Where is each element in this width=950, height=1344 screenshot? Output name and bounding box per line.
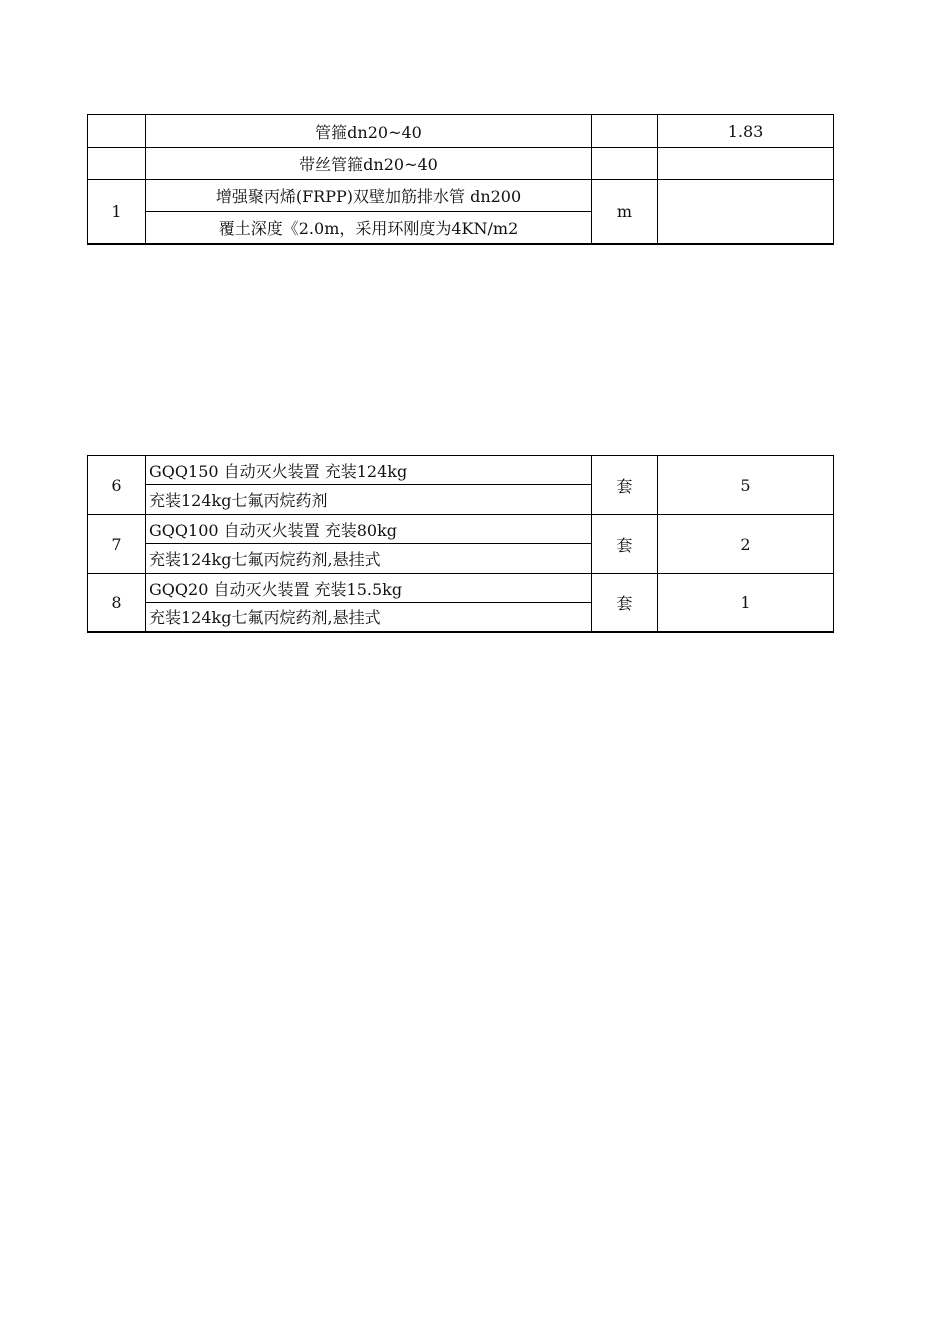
item-no (88, 148, 146, 180)
item-qty: 1.83 (658, 115, 834, 148)
item-qty: 5 (658, 456, 834, 515)
item-qty: 1 (658, 574, 834, 632)
item-unit (592, 115, 658, 148)
item-desc: 管箍dn20~40 (146, 115, 592, 148)
item-qty: 2 (658, 515, 834, 574)
pipe-items-table (87, 114, 834, 245)
item-no: 8 (88, 574, 146, 632)
table-row (88, 515, 834, 544)
item-desc: GQQ100 自动灭火装置 充装80kg (146, 515, 592, 544)
item-desc: GQQ20 自动灭火装置 充装15.5kg (146, 574, 592, 603)
item-desc: 增强聚丙烯(FRPP)双壁加筋排水管 dn200 (146, 180, 592, 212)
item-desc: GQQ150 自动灭火装置 充装124kg (146, 456, 592, 485)
item-unit: 套 (592, 456, 658, 515)
item-unit: 套 (592, 574, 658, 632)
item-no: 6 (88, 456, 146, 515)
table-row (88, 574, 834, 603)
item-no (88, 115, 146, 148)
item-desc-detail: 覆土深度《2.0m，采用环刚度为4KN/m2 (146, 212, 592, 244)
item-qty (658, 180, 834, 244)
fire-extinguisher-table (87, 455, 834, 633)
item-no: 7 (88, 515, 146, 574)
item-unit: 套 (592, 515, 658, 574)
item-desc-detail: 充装124kg七氟丙烷药剂,悬挂式 (146, 544, 592, 574)
table-row (88, 115, 834, 148)
item-desc: 带丝管箍dn20~40 (146, 148, 592, 180)
item-unit (592, 148, 658, 180)
item-no: 1 (88, 180, 146, 244)
item-unit: m (592, 180, 658, 244)
table-row (88, 456, 834, 485)
item-desc-detail: 充装124kg七氟丙烷药剂,悬挂式 (146, 603, 592, 632)
item-desc-detail: 充装124kg七氟丙烷药剂 (146, 485, 592, 515)
item-qty (658, 148, 834, 180)
table-row (88, 148, 834, 180)
table-row (88, 180, 834, 212)
